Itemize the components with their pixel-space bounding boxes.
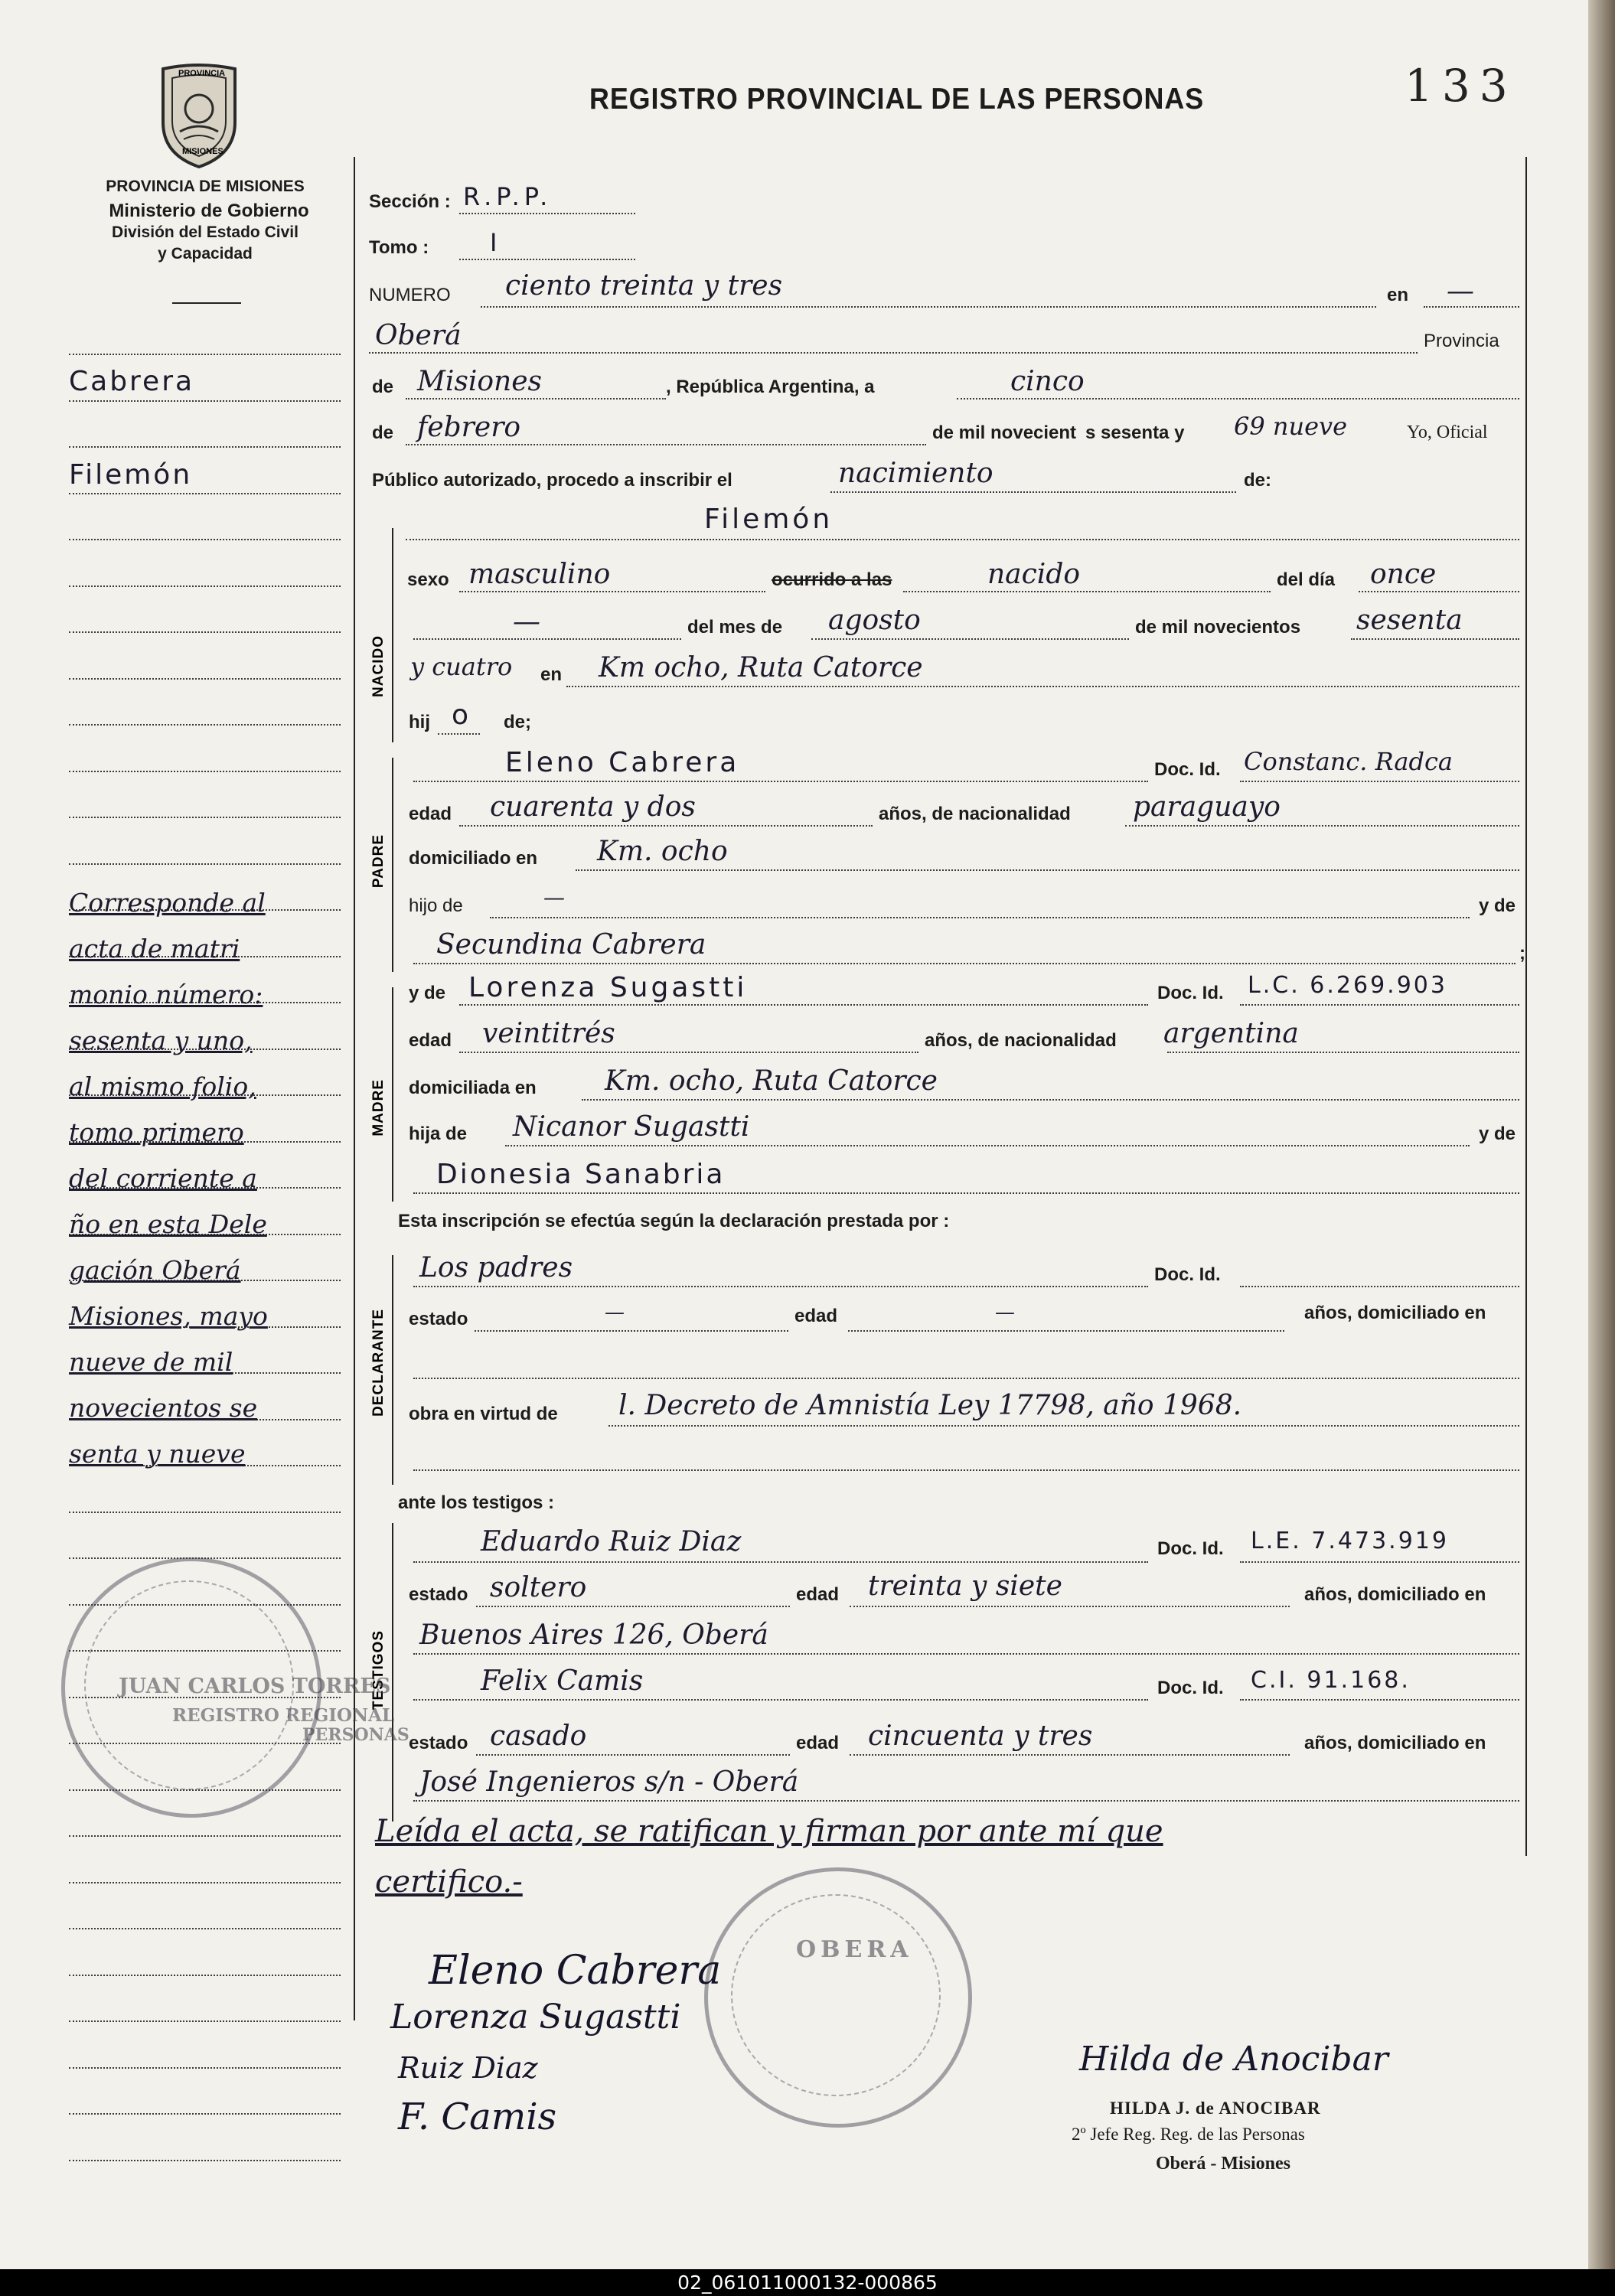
field-obra-virtud: l. Decreto de Amnistía Ley 17798, año 1968.: [618, 1390, 1242, 1421]
field-dia: once: [1370, 559, 1437, 590]
label-estado-testigo2: estado: [409, 1733, 468, 1753]
margin-note-line: acta de matri: [69, 934, 240, 964]
label-edad-padre: edad: [409, 804, 452, 824]
label-de-mil-novecientos: de mil novecientos: [1135, 617, 1301, 638]
dots: [1240, 1004, 1519, 1006]
field-madre-nac: argentina: [1163, 1018, 1299, 1049]
seal-center-ring: [731, 1894, 941, 2096]
seal-left-line2: REGISTRO REGIONAL: [172, 1705, 395, 1726]
margin-note-line: gación Oberá: [69, 1255, 241, 1285]
field-madre-padre: Nicanor Sugastti: [513, 1111, 750, 1143]
field-padre-nombre: Eleno Cabrera: [505, 747, 740, 778]
dots: [481, 306, 1376, 308]
label-tomo: Tomo :: [369, 237, 429, 258]
margin-note-line: tomo primero: [69, 1117, 244, 1147]
dots: [413, 1699, 1148, 1701]
field-madre-edad: veintitrés: [482, 1018, 615, 1049]
dots: [1359, 591, 1519, 592]
dots: [413, 1192, 1519, 1194]
field-testigo1-edad: treinta y siete: [868, 1570, 1062, 1602]
official-signature: Hilda de Anocibar: [1079, 2040, 1388, 2079]
field-anio-1: sesenta: [1356, 605, 1463, 636]
dots: [459, 825, 873, 827]
provincial-emblem: [157, 61, 241, 168]
label-sexo: sexo: [407, 569, 449, 590]
dots: [459, 1004, 1148, 1006]
margin-rule-line: [69, 1882, 341, 1883]
margin-rule-line: [69, 771, 341, 772]
margin-apellido: Cabrera: [69, 366, 195, 397]
field-testigo1-doc: L.E. 7.473.919: [1251, 1528, 1449, 1554]
label-de-mil: de mil novecient: [932, 422, 1077, 443]
field-padre-nac: paraguayo: [1133, 791, 1281, 823]
dots: [413, 1469, 1519, 1471]
closing-line-1: Leída el acta, se ratifican y firman por ante mí que: [375, 1814, 1163, 1849]
field-madre-madre: Dionesia Sanabria: [436, 1159, 726, 1190]
section-testigos: TESTIGOS: [370, 1630, 387, 1711]
official-place: Oberá - Misiones: [1156, 2154, 1290, 2174]
margin-note-line: al mismo folio,: [69, 1071, 256, 1101]
org-line-1: PROVINCIA DE MISIONES: [106, 178, 305, 195]
dots: [438, 733, 480, 735]
margin-note-line: Misiones, mayo: [69, 1301, 268, 1331]
label-de-semicolon: de;: [504, 712, 531, 732]
dots: [903, 591, 1271, 592]
label-publico: Público autorizado, procedo a inscribir el: [372, 470, 732, 491]
label-edad-testigo2: edad: [796, 1733, 840, 1753]
section-line-declarante: [392, 1255, 393, 1485]
org-line-2: Ministerio de Gobierno: [109, 201, 309, 221]
label-de: de: [372, 377, 394, 397]
label-estado-testigo1: estado: [409, 1584, 468, 1605]
label-nacionalidad-madre: años, de nacionalidad: [925, 1030, 1117, 1051]
field-tomo: I: [490, 228, 498, 257]
label-y-de-madre: y de: [409, 983, 446, 1003]
field-en: —: [1447, 276, 1474, 307]
margin-note-line: senta y nueve: [69, 1439, 246, 1469]
dots: [476, 1754, 790, 1756]
label-y-de-madre-2: y de: [1479, 1124, 1516, 1144]
field-padre-hijo-de: —: [543, 885, 565, 910]
label-hija-de-madre: hija de: [409, 1124, 468, 1144]
dots: [475, 1330, 788, 1332]
label-seccion: Sección :: [369, 191, 451, 212]
signature: Lorenza Sugastti: [390, 1998, 681, 2037]
label-edad-testigo1: edad: [796, 1584, 840, 1605]
margin-rule-line: [69, 1512, 341, 1513]
margin-rule-line: [69, 446, 341, 448]
label-del-dia: del día: [1277, 569, 1336, 590]
margin-note-line: del corriente a: [69, 1163, 257, 1193]
field-testigo2-nombre: Felix Camis: [481, 1665, 644, 1697]
label-en: en: [1387, 285, 1409, 305]
official-name: HILDA J. de ANOCIBAR: [1110, 2099, 1321, 2118]
label-domiciliado-padre: domiciliado en: [409, 848, 538, 869]
field-lugar: Km ocho, Ruta Catorce: [599, 652, 923, 683]
dots: [369, 352, 1418, 354]
dots: [811, 638, 1129, 640]
field-dia-inscripcion: cinco: [1010, 366, 1085, 397]
main-border-right: [1525, 157, 1527, 1856]
dots: [505, 1145, 1470, 1146]
dots: [459, 591, 765, 592]
field-testigo2-estado: casado: [490, 1720, 587, 1752]
seal-left-line3: PERSONAS: [302, 1725, 409, 1745]
label-ocurrido: ocurrido a las: [772, 569, 892, 590]
dots: [830, 491, 1236, 493]
field-testigo2-edad: cincuenta y tres: [868, 1720, 1093, 1752]
seal-left-name: JUAN CARLOS TORRES: [119, 1675, 391, 1698]
org-underline: [172, 302, 241, 304]
dots: [413, 1286, 1148, 1287]
margin-rule-line: [69, 2160, 341, 2161]
field-padre-doc: Constanc. Radca: [1244, 747, 1453, 776]
label-provincia: Provincia: [1424, 331, 1499, 351]
label-obra: obra en virtud de: [409, 1404, 558, 1424]
margin-note-line: nueve de mil: [69, 1347, 233, 1377]
field-madre-nombre: Lorenza Sugastti: [468, 972, 748, 1003]
emblem-top-text: PROVINCIA: [178, 69, 226, 78]
dots: [848, 1330, 1284, 1332]
dots: [413, 781, 1148, 782]
dots: [459, 213, 635, 214]
margin-rule-line: [69, 1928, 341, 1929]
dots: [1240, 1286, 1519, 1287]
margin-note-line: sesenta y uno,: [69, 1026, 253, 1055]
margin-rule-line: [69, 631, 341, 633]
field-declarante: Los padres: [419, 1252, 573, 1283]
label-testigos: ante los testigos :: [398, 1492, 555, 1513]
field-acto: nacimiento: [838, 458, 993, 489]
dots: [608, 1425, 1519, 1427]
margin-rule-line: [69, 724, 341, 726]
label-inscripcion: Esta inscripción se efectúa según la declaración prestada por :: [398, 1211, 950, 1231]
dots: [476, 1606, 790, 1607]
margin-rule-line: [69, 585, 341, 587]
label-de-colon: de:: [1244, 470, 1271, 491]
section-declarante: DECLARANTE: [370, 1309, 387, 1417]
margin-rule-line: [69, 539, 341, 540]
dots: [459, 1052, 918, 1053]
margin-rule-line: [69, 817, 341, 818]
margin-nombre: Filemón: [69, 459, 193, 491]
section-madre: MADRE: [370, 1079, 387, 1137]
dots: [1240, 1561, 1519, 1563]
dots: [413, 1561, 1148, 1563]
label-edad-madre: edad: [409, 1030, 452, 1051]
field-testigo1-dom: Buenos Aires 126, Oberá: [419, 1619, 768, 1651]
margin-rule-line: [69, 493, 341, 494]
field-provincia: Misiones: [417, 366, 543, 397]
field-blank: —: [513, 606, 540, 638]
label-y-de-padre: y de: [1479, 895, 1516, 916]
dots: [413, 638, 681, 640]
field-madre-dom: Km. ocho, Ruta Catorce: [605, 1065, 938, 1097]
margin-rule-line: [69, 1835, 341, 1837]
label-domiciliada-madre: domiciliada en: [409, 1078, 537, 1098]
field-testigo2-dom: José Ingenieros s/n - Oberá: [419, 1766, 799, 1798]
field-testigo2-doc: C.I. 91.168.: [1251, 1667, 1411, 1694]
label-hijo: hij: [409, 712, 430, 732]
label-yo-oficial: Yo, Oficial: [1407, 422, 1488, 442]
dots: [406, 444, 926, 445]
field-numero: ciento treinta y tres: [505, 270, 783, 302]
field-seccion: R.P.P.: [463, 182, 553, 211]
dots: [1351, 638, 1519, 640]
margin-rule-line: [69, 863, 341, 865]
field-mes-inscripcion: febrero: [417, 412, 521, 443]
dots: [566, 686, 1519, 687]
label-doc-testigo2: Doc. Id.: [1157, 1678, 1224, 1698]
field-padre-madre: Secundina Cabrera: [436, 929, 706, 960]
field-sexo: masculino: [468, 559, 611, 590]
dots: [459, 259, 635, 260]
dots: [1240, 781, 1519, 782]
field-nombre: Filemón: [704, 504, 834, 535]
label-estado-declarante: estado: [409, 1309, 468, 1329]
label-hijo-de-padre: hijo de: [409, 895, 463, 916]
label-semicolon: ;: [1519, 943, 1525, 964]
dots: [850, 1606, 1290, 1607]
dots: [413, 1378, 1519, 1379]
seal-center-text: OBERA: [796, 1936, 913, 1963]
org-line-3: División del Estado Civil: [112, 223, 299, 241]
field-testigo1-estado: soltero: [490, 1572, 587, 1603]
label-doc-declarante: Doc. Id.: [1154, 1264, 1221, 1285]
field-padre-edad: cuarenta y dos: [490, 791, 696, 823]
label-doc-testigo1: Doc. Id.: [1157, 1538, 1224, 1559]
margin-rule-line: [69, 2113, 341, 2115]
margin-note-line: monio número:: [69, 980, 263, 1009]
dots: [957, 398, 1519, 400]
margin-rule-line: [69, 678, 341, 680]
dots: [406, 398, 666, 400]
label-de-2: de: [372, 422, 394, 443]
signature: Eleno Cabrera: [429, 1948, 722, 1994]
margin-rule-line: [69, 2020, 341, 2022]
dots: [850, 1754, 1290, 1756]
margin-rule-line: [69, 2067, 341, 2069]
dots: [1125, 825, 1519, 827]
label-nacionalidad-padre: años, de nacionalidad: [879, 804, 1071, 824]
margin-note-line: novecientos se: [69, 1393, 258, 1423]
field-anio-inscripcion: 69 nueve: [1234, 412, 1348, 441]
label-anos-domiciliado-testigo2: años, domiciliado en: [1304, 1733, 1486, 1753]
closing-line-2: certifico.-: [375, 1864, 523, 1900]
signature: F. Camis: [398, 2095, 557, 2138]
signature: Ruiz Diaz: [398, 2051, 538, 2085]
label-doc-madre: Doc. Id.: [1157, 983, 1224, 1003]
field-hijo-suffix: o: [452, 700, 469, 731]
emblem-bottom-text: MISIONES: [182, 147, 223, 156]
label-del-mes: del mes de: [687, 617, 783, 638]
field-testigo1-nombre: Eduardo Ruiz Diaz: [481, 1526, 742, 1557]
label-republica: , República Argentina, a: [666, 377, 875, 397]
field-mes: agosto: [828, 605, 921, 636]
section-line-madre: [392, 987, 393, 1202]
section-line-nacido: [392, 528, 393, 742]
label-anos-domiciliado-testigo1: años, domiciliado en: [1304, 1584, 1486, 1605]
label-doc-padre: Doc. Id.: [1154, 759, 1221, 780]
margin-rule-line: [69, 1975, 341, 1976]
margin-note-line: Corresponde al: [69, 888, 266, 918]
dots: [576, 869, 1519, 871]
label-numero: NUMERO: [369, 285, 451, 305]
label-anos-domiciliado-declarante: años, domiciliado en: [1304, 1303, 1486, 1323]
section-nacido: NACIDO: [370, 635, 387, 697]
document-title: REGISTRO PROVINCIAL DE LAS PERSONAS: [589, 83, 1205, 116]
margin-note-line: ño en esta Dele: [69, 1209, 267, 1239]
file-id: 02_061011000132-000865: [0, 2269, 1615, 2296]
label-en-lugar: en: [540, 664, 563, 685]
label-sesenta: s sesenta y: [1085, 422, 1185, 443]
section-padre: PADRE: [370, 834, 387, 889]
section-line-testigos: [392, 1523, 393, 1821]
field-declarante-edad: —: [995, 1301, 1015, 1324]
dots: [413, 1800, 1519, 1802]
dots: [490, 917, 1470, 918]
field-declarante-estado: —: [605, 1301, 625, 1324]
field-localidad: Oberá: [375, 320, 462, 351]
book-binding: [1588, 0, 1615, 2269]
margin-rule-line: [69, 400, 341, 402]
field-madre-doc: L.C. 6.269.903: [1248, 972, 1447, 999]
dots: [413, 963, 1515, 964]
org-line-4: y Capacidad: [158, 245, 253, 263]
label-edad-declarante: edad: [794, 1306, 838, 1326]
field-anio-2: y cuatro: [410, 652, 513, 681]
page-number: 133: [1405, 60, 1517, 112]
section-line-padre: [392, 758, 393, 972]
dots: [406, 539, 1519, 540]
field-padre-dom: Km. ocho: [597, 836, 728, 867]
field-tiempo: nacido: [987, 559, 1081, 590]
margin-rule-line: [69, 354, 341, 355]
official-title: 2º Jefe Reg. Reg. de las Personas: [1072, 2125, 1305, 2144]
dots: [1167, 1052, 1519, 1053]
dots: [413, 1653, 1519, 1655]
dots: [582, 1099, 1519, 1101]
dots: [1240, 1699, 1519, 1701]
